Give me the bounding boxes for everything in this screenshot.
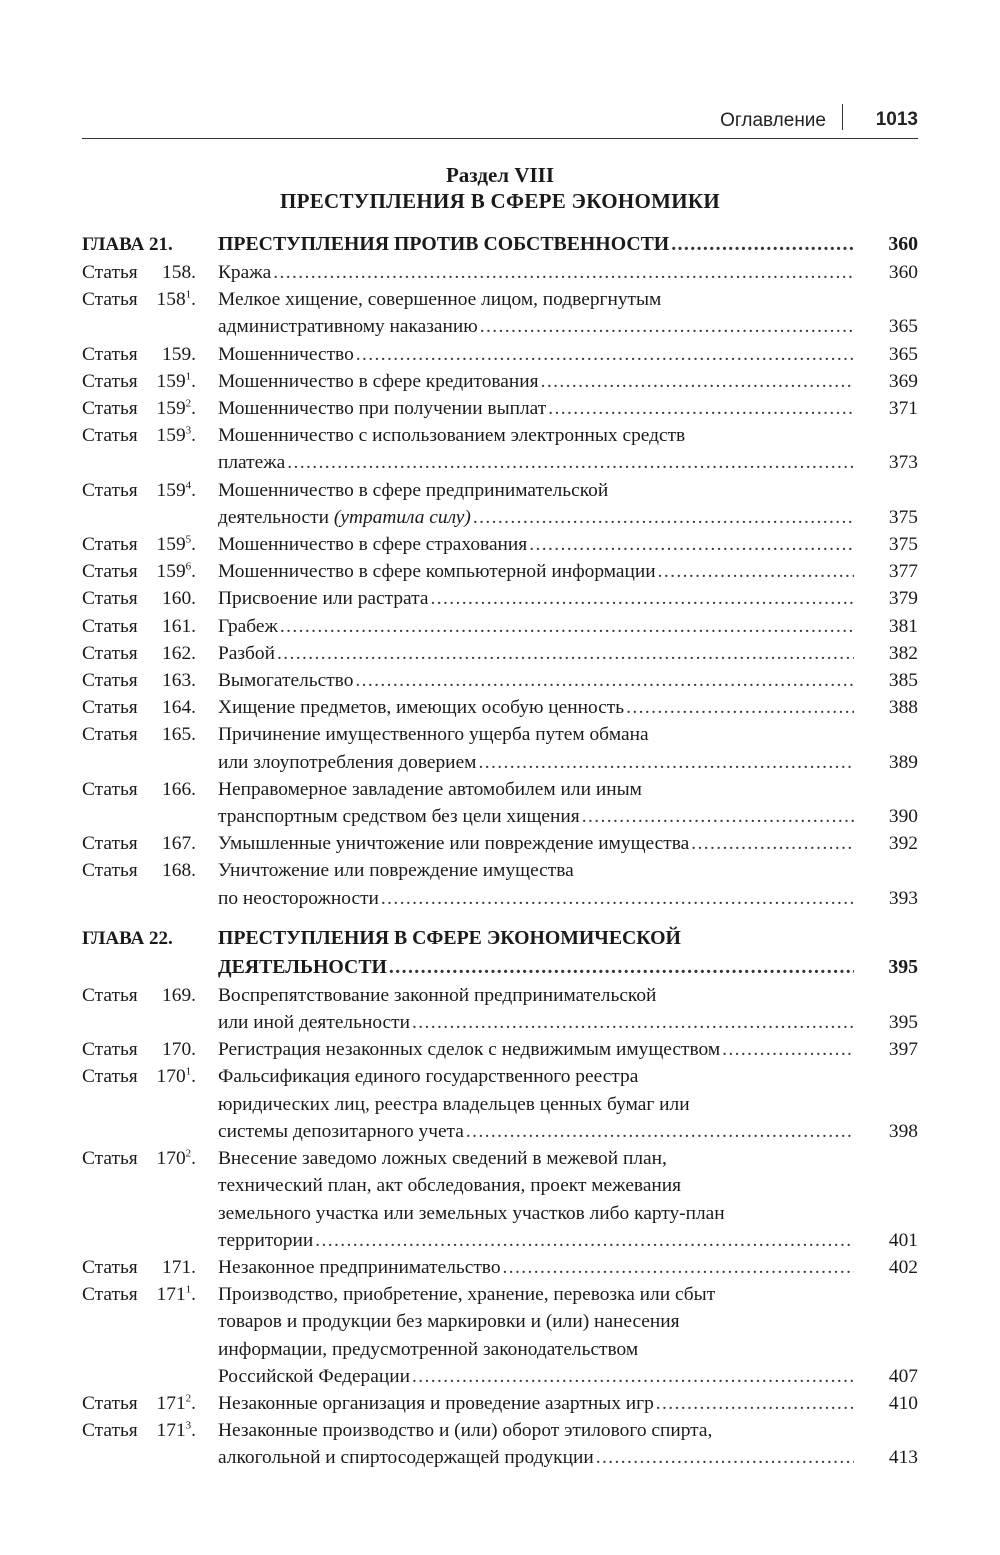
article-number (156, 422, 196, 449)
dot-leader (541, 368, 854, 395)
article-prefix: Статья (82, 561, 138, 583)
toc-chapter[interactable] (82, 924, 918, 982)
article-number (156, 1417, 196, 1444)
article-number-dot: . (191, 984, 196, 1006)
article-number-value: 165 (162, 724, 192, 746)
article-number-value: 171 (156, 1284, 186, 1306)
toc-article[interactable] (82, 830, 918, 857)
section-title: ПРЕСТУПЛЕНИЯ В СФЕРЕ ЭКОНОМИКИ (279, 189, 721, 213)
article-prefix: Статья (82, 534, 138, 556)
article-number (156, 286, 196, 313)
entry-page-number: 392 (888, 833, 918, 855)
article-number (156, 395, 196, 422)
toc-article[interactable] (82, 585, 918, 612)
entry-page-number: 397 (888, 1039, 918, 1061)
entry-page-number: 382 (888, 642, 918, 664)
dot-leader (389, 953, 854, 982)
article-number-superscript: 5 (185, 533, 192, 546)
article-number-value: 170 (156, 1148, 186, 1170)
entry-title (218, 830, 858, 857)
entry-title-line: Регистрация незаконных сделок с недвижимым имуществом (218, 1039, 721, 1061)
article-prefix: Статья (82, 262, 138, 283)
article-prefix: Статья (82, 588, 138, 610)
article-number-superscript: 2 (185, 1392, 192, 1405)
article-number-dot: . (191, 1256, 196, 1278)
article-number-superscript: 1 (185, 1066, 192, 1079)
article-number (156, 1254, 196, 1281)
article-number-dot: . (191, 833, 196, 855)
entry-page-number: 377 (888, 561, 918, 583)
entry-title-line: Мошенничество в сфере кредитования (218, 370, 539, 392)
article-prefix: Статья (82, 479, 138, 501)
article-number-value: 169 (162, 984, 192, 1006)
article-number-value: 171 (156, 1420, 186, 1442)
entry-title-line: Мелкое хищение, совершенное лицом, подвергнутым (218, 289, 662, 311)
toc-article[interactable] (82, 341, 918, 368)
article-number-value: 159 (156, 561, 186, 583)
article-prefix: Статья (82, 697, 138, 719)
entry-page-number: 402 (888, 1256, 918, 1278)
entry-title-line: Мошенничество в сфере компьютерной информации (218, 561, 656, 583)
article-number (156, 721, 196, 748)
entry-title-line: или иной деятельности (218, 1012, 410, 1034)
entry-title (218, 1281, 858, 1390)
entry-title (218, 694, 858, 721)
dot-leader (626, 694, 854, 721)
entry-page-number: 401 (888, 1229, 918, 1251)
article-number-value: 161 (162, 615, 192, 637)
article-number-value: 164 (162, 697, 192, 719)
article-number-value: 166 (162, 778, 192, 800)
entry-page-number: 388 (888, 697, 918, 719)
article-number-value: 171 (156, 1392, 186, 1414)
section-heading (82, 162, 918, 214)
entry-title (218, 259, 858, 286)
entry-title-line: товаров и продукции без маркировки и (или) нанесения (218, 1311, 680, 1333)
entry-title-line: платежа (218, 452, 286, 474)
entry-title-line: территории (218, 1229, 314, 1251)
article-number (156, 1390, 196, 1417)
toc-article[interactable] (82, 1390, 918, 1417)
toc-article[interactable] (82, 1036, 918, 1063)
entry-page-number: 369 (888, 370, 918, 392)
article-number-dot: . (191, 778, 196, 800)
article-prefix: Статья (82, 1256, 138, 1278)
article-number (156, 1145, 196, 1172)
entry-title-line: Вымогательство (218, 670, 354, 692)
article-number-dot: . (191, 343, 196, 365)
toc-article[interactable] (82, 1417, 918, 1471)
entry-page-number: 395 (888, 955, 918, 978)
dot-leader (658, 558, 854, 585)
dot-leader (671, 230, 854, 259)
article-prefix: Статья (82, 343, 138, 365)
entry-title-line: Российской Федерации (218, 1365, 410, 1387)
toc-article[interactable] (82, 395, 918, 422)
toc-article[interactable] (82, 286, 918, 340)
toc-article[interactable] (82, 613, 918, 640)
dot-leader (656, 1390, 854, 1417)
entry-title-line: Умышленные уничтожение или повреждение имущества (218, 833, 690, 855)
entry-title (218, 982, 858, 1036)
article-prefix: Статья (82, 642, 138, 664)
article-number-value: 163 (162, 670, 192, 692)
article-number-dot: . (191, 1284, 196, 1306)
entry-title (218, 721, 858, 775)
dot-leader (691, 830, 854, 857)
article-prefix: Статья (82, 425, 138, 447)
article-number-superscript: 6 (185, 560, 192, 573)
article-number (156, 1281, 196, 1308)
entry-title-line: Неправомерное завладение автомобилем или иным (218, 778, 642, 800)
article-prefix: Статья (82, 398, 138, 420)
article-number-dot: . (191, 1392, 196, 1414)
article-prefix: Статья (82, 1148, 138, 1170)
chapter-number: ГЛАВА 21. (82, 234, 173, 255)
article-number (156, 1063, 196, 1090)
dot-leader (529, 531, 854, 558)
article-number (156, 667, 196, 694)
article-prefix: Статья (82, 1039, 138, 1061)
entry-title-line: ПРЕСТУПЛЕНИЯ В СФЕРЕ ЭКОНОМИЧЕСКОЙ (218, 926, 681, 949)
entry-title (218, 857, 858, 911)
entry-title-line: юридических лиц, реестра владельцев ценных бумаг или (218, 1093, 690, 1115)
toc-article[interactable] (82, 531, 918, 558)
article-prefix: Статья (82, 833, 138, 855)
entry-title (218, 1417, 858, 1471)
article-number-dot: . (191, 642, 196, 664)
entry-title-line: Производство, приобретение, хранение, перевозка или сбыт (218, 1284, 716, 1306)
entry-title-line: Незаконные организация и проведение азартных игр (218, 1392, 654, 1414)
article-number-dot: . (191, 534, 196, 556)
entry-title-line: Мошенничество в сфере предпринимательской (218, 479, 609, 501)
article-number-dot: . (191, 860, 196, 882)
dot-leader (466, 1118, 854, 1145)
article-prefix: Статья (82, 1420, 138, 1442)
article-number-value: 159 (156, 398, 186, 420)
article-number-superscript: 1 (185, 288, 192, 301)
entry-title-line: Причинение имущественного ущерба путем обмана (218, 724, 649, 746)
entry-title (218, 477, 858, 531)
article-number-value: 160 (162, 588, 192, 610)
entry-title (218, 1390, 858, 1417)
entry-page-number: 393 (888, 887, 918, 909)
entry-title (218, 1063, 858, 1145)
article-prefix: Статья (82, 724, 138, 746)
entry-title (218, 558, 858, 585)
article-prefix: Статья (82, 1066, 138, 1088)
entry-page-number: 365 (888, 316, 918, 338)
entry-title (218, 1254, 858, 1281)
entry-title (218, 395, 858, 422)
entry-page-number: 375 (888, 506, 918, 528)
article-prefix: Статья (82, 1284, 138, 1306)
entry-title-line: административному наказанию (218, 316, 478, 338)
entry-title-line: Незаконное предпринимательство (218, 1256, 501, 1278)
entry-title-line: Хищение предметов, имеющих особую ценность (218, 697, 625, 719)
entry-title-line: Присвоение или растрата (218, 588, 429, 610)
entry-page-number: 371 (888, 398, 918, 420)
running-head-separator (842, 104, 844, 130)
dot-leader (478, 749, 854, 776)
toc-article[interactable] (82, 721, 918, 775)
toc-chapter[interactable] (82, 230, 918, 259)
article-number (156, 1036, 196, 1063)
entry-title-line: Кража (218, 262, 272, 283)
entry-title-line: Грабеж (218, 615, 278, 637)
toc-article[interactable] (82, 667, 918, 694)
entry-page-number: 407 (888, 1365, 918, 1387)
entry-title-line: системы депозитарного учета (218, 1120, 464, 1142)
running-head (82, 106, 918, 139)
article-number (156, 830, 196, 857)
entry-title (218, 230, 858, 259)
article-number-value: 159 (156, 479, 186, 501)
article-number (156, 531, 196, 558)
article-number-superscript: 4 (185, 479, 192, 492)
dot-leader (280, 613, 854, 640)
toc-article[interactable] (82, 776, 918, 830)
article-prefix: Статья (82, 860, 138, 882)
entry-title (218, 1036, 858, 1063)
article-number (156, 585, 196, 612)
dot-leader (722, 1036, 854, 1063)
dot-leader (582, 803, 854, 830)
entry-page-number: 373 (888, 452, 918, 474)
toc-article[interactable] (82, 1254, 918, 1281)
entry-note: (утратила силу) (333, 506, 471, 528)
entry-title-line: деятельности (218, 506, 330, 528)
article-prefix: Статья (82, 778, 138, 800)
dot-leader (548, 395, 854, 422)
chapter-number: ГЛАВА 22. (82, 927, 173, 949)
toc-article[interactable] (82, 694, 918, 721)
entry-title-line: Незаконные производство и (или) оборот этилового спирта, (218, 1420, 713, 1442)
article-number-dot: . (191, 1066, 196, 1088)
article-number-dot: . (191, 561, 196, 583)
article-number-dot: . (191, 262, 196, 283)
article-number (156, 341, 196, 368)
article-prefix: Статья (82, 670, 138, 692)
entry-title (218, 1145, 858, 1254)
article-number-value: 170 (156, 1066, 186, 1088)
article-number-value: 170 (162, 1039, 192, 1061)
table-of-contents (82, 228, 918, 1472)
toc-article[interactable] (82, 1145, 918, 1254)
dot-leader (503, 1254, 854, 1281)
article-number-superscript: 2 (185, 397, 192, 410)
article-number-value: 158 (156, 289, 186, 311)
entry-page-number: 389 (888, 751, 918, 773)
entry-title (218, 531, 858, 558)
page-number: 1013 (875, 109, 918, 130)
article-number-dot: . (191, 479, 196, 501)
entry-page-number: 395 (888, 1012, 918, 1034)
dot-leader (430, 585, 854, 612)
entry-page-number: 360 (888, 233, 918, 255)
article-prefix: Статья (82, 370, 138, 392)
article-number (156, 613, 196, 640)
entry-title-line: Мошенничество в сфере страхования (218, 534, 528, 556)
article-number-dot: . (191, 588, 196, 610)
article-number-dot: . (191, 615, 196, 637)
entry-page-number: 365 (888, 343, 918, 365)
article-number-dot: . (191, 398, 196, 420)
toc-article[interactable] (82, 422, 918, 476)
entry-title (218, 776, 858, 830)
article-number-value: 168 (162, 860, 192, 882)
article-number-dot: . (191, 370, 196, 392)
entry-title-line: Внесение заведомо ложных сведений в межевой план, (218, 1148, 667, 1170)
entry-page-number: 410 (888, 1392, 918, 1414)
article-prefix: Статья (82, 984, 138, 1006)
entry-title-line: информации, предусмотренной законодательством (218, 1338, 639, 1360)
article-number-value: 159 (156, 534, 186, 556)
entry-title (218, 286, 858, 340)
entry-title (218, 585, 858, 612)
dot-leader (596, 1444, 854, 1471)
entry-title-line: Мошенничество при получении выплат (218, 398, 547, 420)
article-number-superscript: 1 (185, 1283, 192, 1296)
entry-page-number: 381 (888, 615, 918, 637)
toc-article[interactable] (82, 1063, 918, 1145)
article-number-value: 171 (162, 1256, 192, 1278)
toc-article[interactable] (82, 640, 918, 667)
article-number (156, 982, 196, 1009)
article-number-value: 159 (162, 343, 192, 365)
entry-title (218, 341, 858, 368)
entry-title-line: Мошенничество с использованием электронных средств (218, 425, 686, 447)
entry-title (218, 368, 858, 395)
dot-leader (277, 640, 854, 667)
toc-article[interactable] (82, 857, 918, 911)
article-number-dot: . (191, 724, 196, 746)
section-label: Раздел VIII (445, 163, 555, 187)
entry-title-line: Уничтожение или повреждение имущества (218, 860, 574, 882)
article-number-dot: . (191, 425, 196, 447)
dot-leader (273, 259, 854, 286)
article-number-dot: . (191, 1148, 196, 1170)
entry-title-line: ДЕЯТЕЛЬНОСТИ (218, 955, 387, 978)
article-number-value: 167 (162, 833, 192, 855)
dot-leader (381, 885, 854, 912)
dot-leader (355, 667, 854, 694)
entry-title-line: Разбой (218, 642, 275, 664)
entry-title-line: ПРЕСТУПЛЕНИЯ ПРОТИВ СОБСТВЕННОСТИ (218, 233, 670, 255)
entry-title-line: алкогольной и спиртосодержащей продукции (218, 1447, 594, 1469)
article-number (156, 694, 196, 721)
toc-article[interactable] (82, 558, 918, 585)
article-number (156, 368, 196, 395)
entry-title (218, 924, 858, 982)
toc-article[interactable] (82, 368, 918, 395)
article-prefix: Статья (82, 289, 138, 311)
entry-title-line: земельного участка или земельных участков либо карту-план (218, 1202, 725, 1224)
article-number-superscript: 3 (185, 1419, 192, 1432)
toc-article[interactable] (82, 259, 918, 286)
dot-leader (287, 449, 854, 476)
article-number-superscript: 1 (185, 370, 192, 383)
toc-article[interactable] (82, 477, 918, 531)
entry-title (218, 422, 858, 476)
article-number (156, 640, 196, 667)
dot-leader (473, 504, 854, 531)
toc-article[interactable] (82, 1281, 918, 1390)
entry-title-line: Воспрепятствование законной предпринимательской (218, 984, 657, 1006)
dot-leader (356, 341, 854, 368)
entry-page-number: 375 (888, 534, 918, 556)
entry-title (218, 613, 858, 640)
dot-leader (480, 313, 854, 340)
entry-page-number: 385 (888, 670, 918, 692)
article-number-superscript: 3 (185, 424, 192, 437)
article-number-dot: . (191, 1039, 196, 1061)
running-head-title: Оглавление (720, 110, 826, 131)
article-number-value: 159 (156, 425, 186, 447)
toc-article[interactable] (82, 982, 918, 1036)
article-number-superscript: 2 (185, 1147, 192, 1160)
article-number-dot: . (191, 670, 196, 692)
article-number (156, 558, 196, 585)
article-prefix: Статья (82, 1392, 138, 1414)
article-number-dot: . (191, 289, 196, 311)
entry-page-number: 413 (888, 1447, 918, 1469)
entry-page-number: 379 (888, 588, 918, 610)
entry-title-line: транспортным средством без цели хищения (218, 806, 580, 828)
article-number (156, 477, 196, 504)
article-number-value: 159 (156, 370, 186, 392)
article-number-dot: . (191, 1420, 196, 1442)
dot-leader (412, 1009, 854, 1036)
dot-leader (412, 1363, 854, 1390)
article-number (156, 776, 196, 803)
entry-title-line: или злоупотребления доверием (218, 751, 477, 773)
article-number (156, 857, 196, 884)
article-prefix: Статья (82, 615, 138, 637)
article-number (156, 259, 196, 286)
article-number-value: 162 (162, 642, 192, 664)
entry-title (218, 667, 858, 694)
article-number-dot: . (191, 697, 196, 719)
entry-title-line: технический план, акт обследования, проект межевания (218, 1175, 682, 1197)
dot-leader (315, 1227, 854, 1254)
entry-title (218, 640, 858, 667)
entry-page-number: 390 (888, 806, 918, 828)
entry-title-line: Мошенничество (218, 343, 354, 365)
entry-title-line: по неосторожности (218, 887, 379, 909)
article-number-value: 158 (162, 262, 192, 283)
entry-title-line: Фальсификация единого государственного реестра (218, 1066, 639, 1088)
entry-page-number: 360 (888, 262, 918, 283)
entry-page-number: 398 (888, 1120, 918, 1142)
